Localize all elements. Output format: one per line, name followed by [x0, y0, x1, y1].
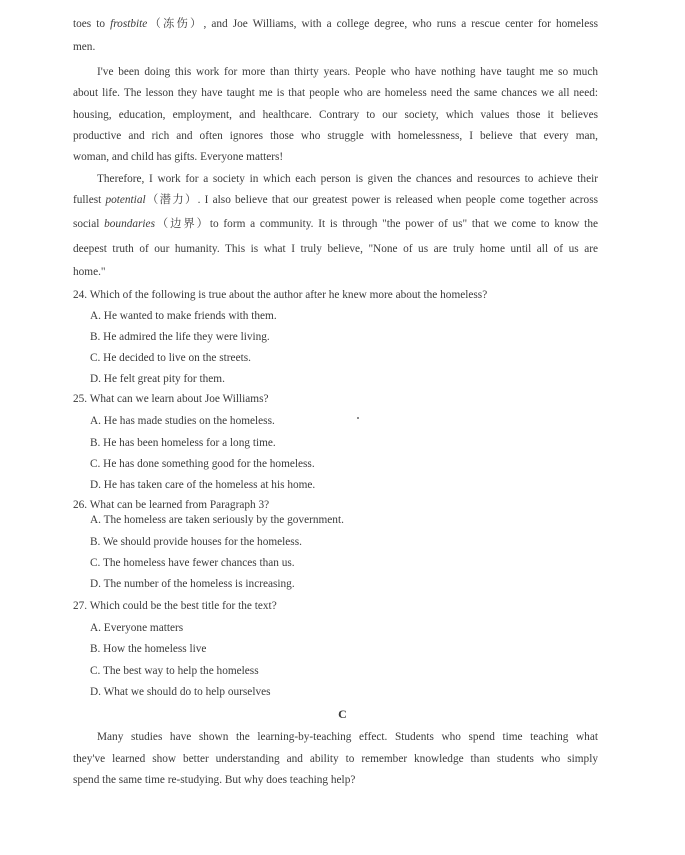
answer-option: A. He wanted to make friends with them. [90, 310, 277, 322]
vocab-term: frostbite [110, 18, 148, 30]
answer-option: A. The homeless are taken seriously by the government. [90, 514, 344, 526]
passage-line: housing, education, employment, and healthcare. Contrary to our society, which values those it believes [73, 109, 598, 121]
vocab-term: boundaries [104, 218, 155, 230]
passage-line: they've learned show better understanding and ability to remember knowledge than students who simply [73, 753, 598, 765]
section-heading: C [338, 707, 347, 721]
passage-line: spend the same time re-studying. But why does teaching help? [73, 774, 356, 786]
passage-line [73, 193, 598, 207]
question-stem: 27. Which could be the best title for the text? [73, 600, 277, 612]
answer-option: D. He has taken care of the homeless at his home. [90, 479, 316, 491]
passage-line: Many studies have shown the learning-by-teaching effect. Students who spend time teaching what [97, 731, 598, 743]
answer-option: C. He decided to live on the streets. [90, 352, 251, 364]
answer-option: B. He admired the life they were living. [90, 331, 270, 343]
answer-option: C. The best way to help the homeless [90, 665, 259, 677]
answer-option: A. He has made studies on the homeless. [90, 415, 275, 427]
question-stem: 25. What can we learn about Joe Williams? [73, 393, 269, 405]
passage-line [73, 17, 598, 31]
answer-option: D. What we should do to help ourselves [90, 686, 271, 698]
passage-line [73, 217, 598, 231]
passage-text: toes to [73, 18, 111, 30]
passage-line: home." [73, 266, 106, 278]
passage-line: deepest truth of our humanity. This is what I truly believe, "None of us are truly home until all of us are [73, 243, 598, 255]
passage-line: Therefore, I work for a society in which each person is given the chances and resources to achieve their [97, 173, 598, 185]
passage-text: （边界）to form a community. It is through "the power of us" that we come to know the [154, 218, 598, 230]
vocab-term: potential [105, 194, 146, 206]
passage-text: social [73, 218, 105, 230]
answer-option: D. The number of the homeless is increasing. [90, 578, 295, 590]
passage-text: fullest [73, 194, 106, 206]
passage-line: about life. The lesson they have taught me is that people who are homeless need the same chances we all need: [73, 87, 598, 99]
passage-line: I've been doing this work for more than thirty years. People who have nothing have taught me so much [97, 66, 598, 78]
passage-text: （潜力）. I also believe that our greatest power is released when people come together across [145, 194, 598, 206]
answer-option: B. He has been homeless for a long time. [90, 437, 276, 449]
answer-option: B. We should provide houses for the homeless. [90, 536, 302, 548]
passage-line: men. [73, 41, 96, 53]
stray-mark [357, 417, 359, 419]
answer-option: C. He has done something good for the homeless. [90, 458, 315, 470]
passage-line: woman, and child has gifts. Everyone matters! [73, 151, 284, 163]
passage-text: （冻伤）, and Joe Williams, with a college degree, who runs a rescue center for homeless [147, 18, 598, 30]
question-stem: 26. What can be learned from Paragraph 3? [73, 499, 270, 511]
answer-option: B. How the homeless live [90, 643, 207, 655]
answer-option: D. He felt great pity for them. [90, 373, 225, 385]
answer-option: C. The homeless have fewer chances than us. [90, 557, 295, 569]
question-stem: 24. Which of the following is true about the author after he knew more about the homeless? [73, 289, 488, 301]
passage-line: productive and rich and often ignores those who struggle with homelessness, I believe that every man, [73, 130, 598, 142]
answer-option: A. Everyone matters [90, 622, 184, 634]
